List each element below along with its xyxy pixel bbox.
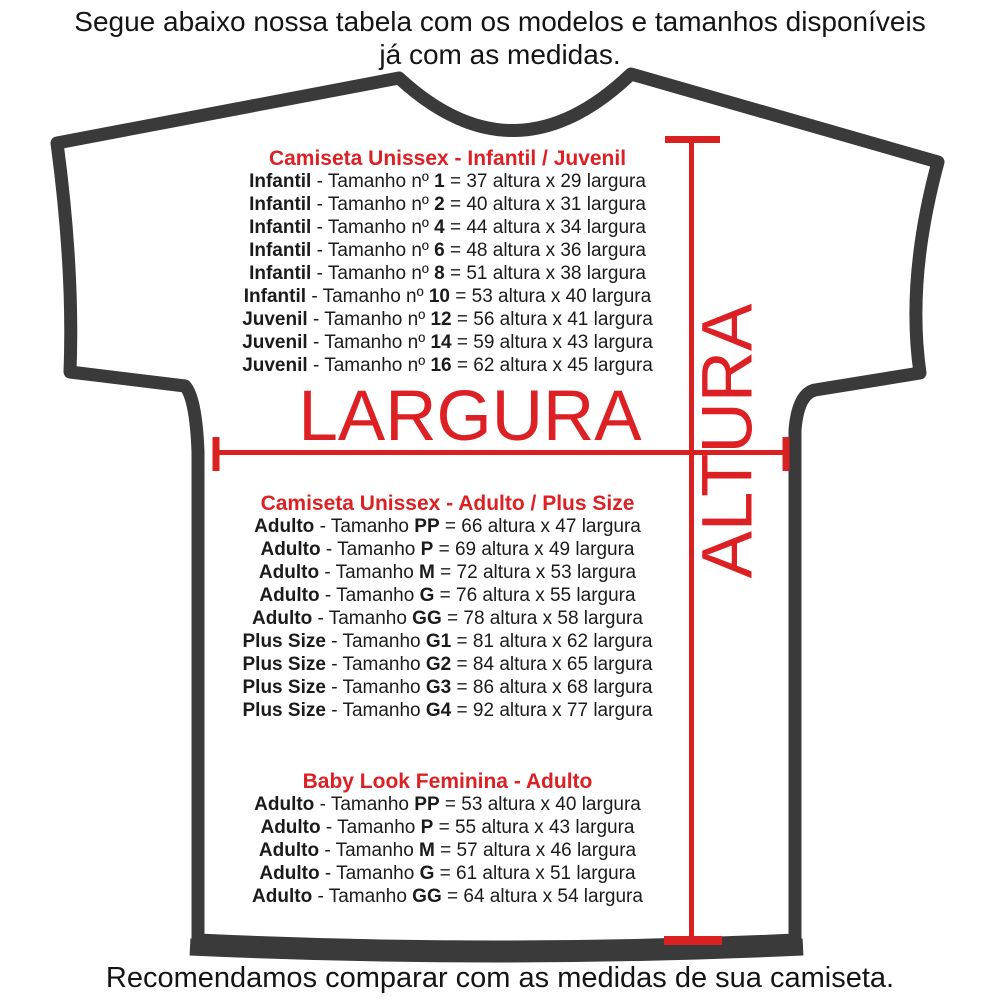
size-row: Adulto - Tamanho PP = 53 altura x 40 largura [254,794,641,815]
size-row: Adulto - Tamanho G = 61 altura x 51 largura [259,863,636,884]
size-row: Adulto - Tamanho G = 76 altura x 55 largura [259,585,636,606]
size-row: Juvenil - Tamanho nº 14 = 59 altura x 43 largura [242,332,653,353]
section-infantil-juvenil [175,147,720,377]
altura-label: ALTURA [688,303,768,579]
section-adulto-plus-size [175,492,720,722]
largura-label: LARGURA [298,377,642,456]
section-title: Baby Look Feminina - Adulto [302,770,593,793]
size-row: Plus Size - Tamanho G2 = 84 altura x 65 largura [242,654,653,675]
size-row: Juvenil - Tamanho nº 16 = 62 altura x 45 largura [242,355,653,376]
tshirt-hem-band [190,947,803,954]
size-row: Juvenil - Tamanho nº 12 = 56 altura x 41 largura [242,309,653,330]
size-row: Infantil - Tamanho nº 2 = 40 altura x 31 largura [249,194,646,215]
size-row: Plus Size - Tamanho G4 = 92 altura x 77 largura [242,700,653,721]
size-rows [175,515,720,722]
size-row: Infantil - Tamanho nº 10 = 53 altura x 40 largura [243,286,652,307]
size-row: Adulto - Tamanho M = 57 altura x 46 largura [258,840,637,861]
size-row: Adulto - Tamanho M = 72 altura x 53 largura [258,562,637,583]
size-rows [175,170,720,377]
size-row: Adulto - Tamanho GG = 78 altura x 58 largura [252,608,643,629]
size-row: Infantil - Tamanho nº 1 = 37 altura x 29 largura [249,171,646,192]
size-row: Adulto - Tamanho P = 69 altura x 49 largura [260,539,635,560]
size-row: Plus Size - Tamanho G1 = 81 altura x 62 largura [242,631,653,652]
size-row: Adulto - Tamanho P = 55 altura x 43 largura [260,817,635,838]
size-row: Adulto - Tamanho GG = 64 altura x 54 largura [252,886,643,907]
section-baby-look [175,770,720,908]
size-row: Infantil - Tamanho nº 8 = 51 altura x 38 largura [249,263,646,284]
top-caption-line-2: já com as medidas. [379,39,621,70]
section-title: Camiseta Unissex - Infantil / Juvenil [268,147,627,170]
section-title: Camiseta Unissex - Adulto / Plus Size [260,492,635,515]
size-row: Infantil - Tamanho nº 4 = 44 altura x 34 largura [249,217,646,238]
size-rows [175,793,720,908]
size-row: Adulto - Tamanho PP = 66 altura x 47 largura [254,516,641,537]
bottom-caption: Recomendamos comparar com as medidas de sua camiseta. [105,962,895,994]
size-row: Infantil - Tamanho nº 6 = 48 altura x 36 largura [249,240,646,261]
top-caption [0,5,1000,71]
top-caption-line-1: Segue abaixo nossa tabela com os modelos e tamanhos disponíveis [74,6,926,37]
size-row: Plus Size - Tamanho G3 = 86 altura x 68 largura [242,677,653,698]
